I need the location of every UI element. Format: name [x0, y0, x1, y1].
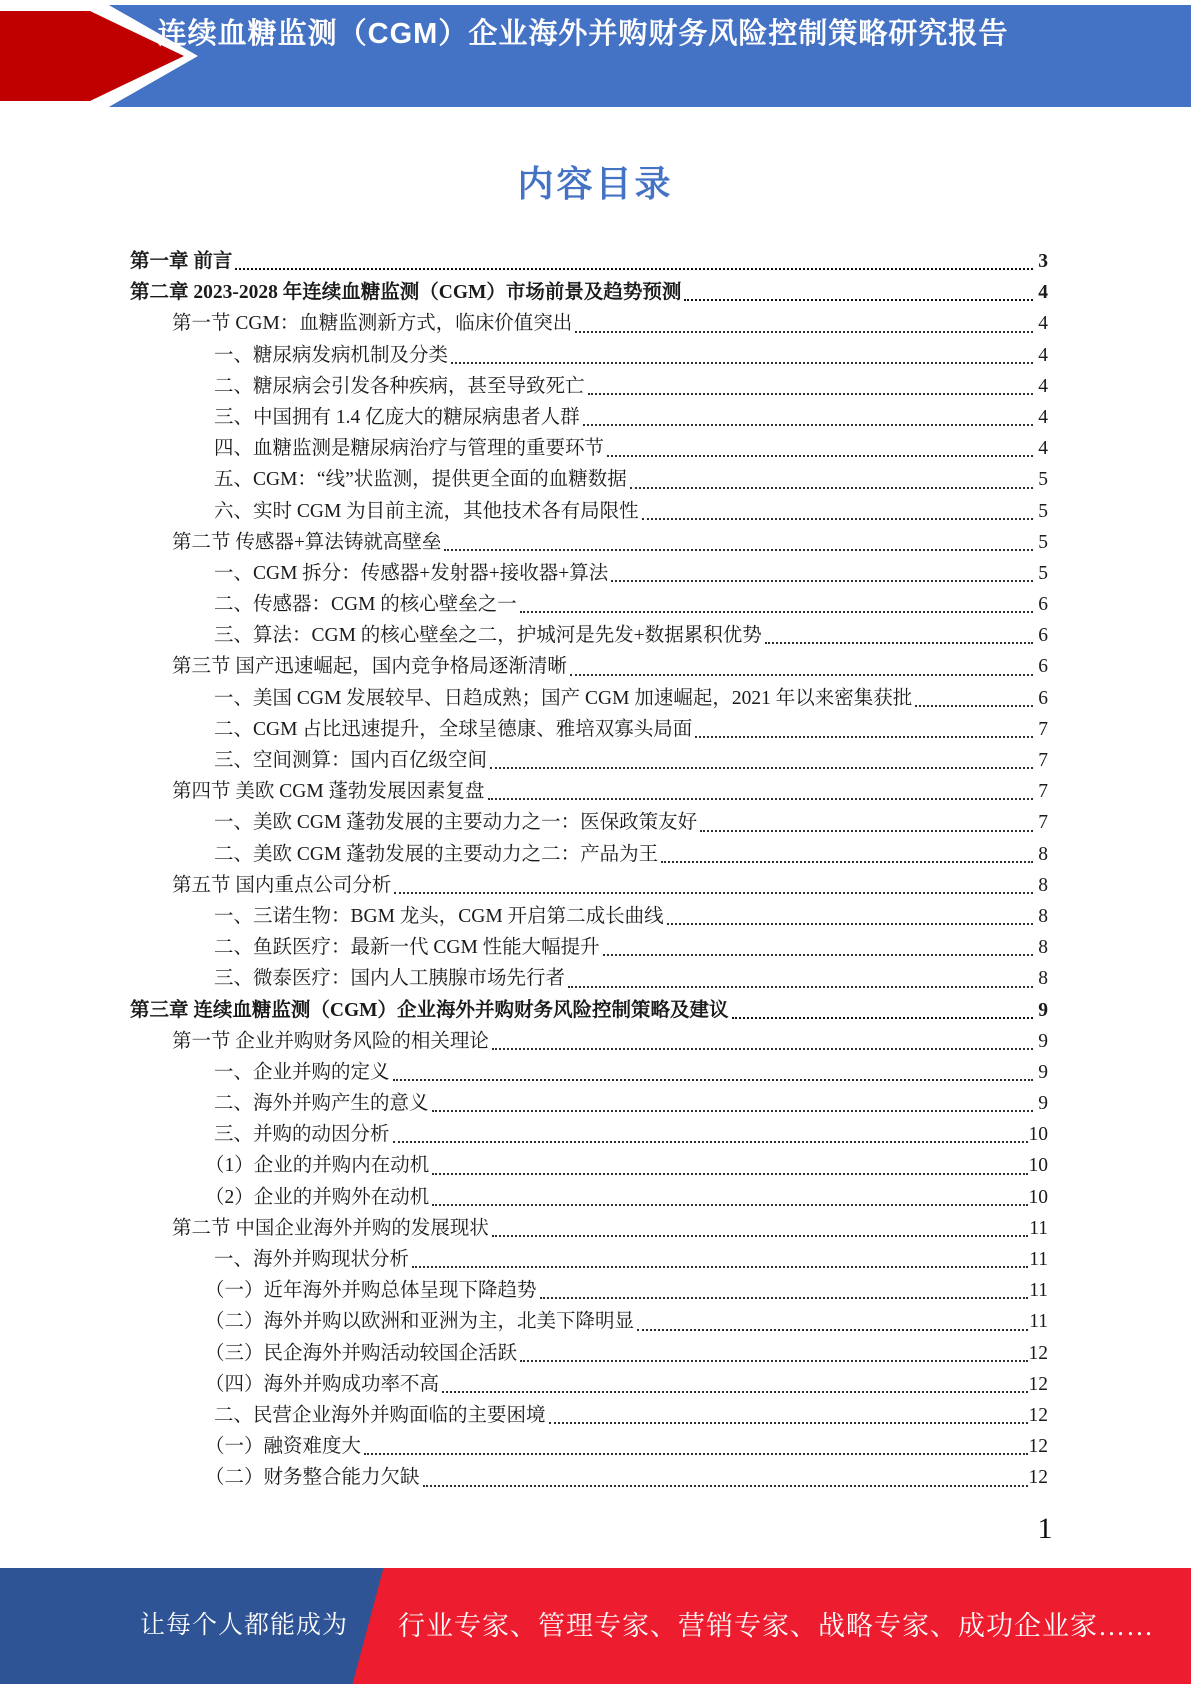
toc-entry[interactable] [130, 776, 1048, 807]
toc-entry-page: 7 [1038, 718, 1048, 740]
toc-entry-text: 三、中国拥有 1.4 亿庞大的糖尿病患者人群 [214, 406, 580, 428]
toc-entry[interactable] [130, 1306, 1048, 1337]
toc-entry-text: 一、海外并购现状分析 [214, 1249, 410, 1270]
toc-entry-page: 10 [1028, 1155, 1048, 1177]
toc-entry-page: 9 [1038, 999, 1048, 1021]
toc-entry-page: 6 [1038, 656, 1048, 678]
toc-entry[interactable] [130, 1119, 1048, 1150]
toc-entry-page: 12 [1028, 1436, 1048, 1458]
toc-leader-dots [432, 1204, 1027, 1206]
toc-leader-dots [684, 299, 1033, 301]
footer-slogan-left: 让每个人都能成为 [140, 1612, 349, 1639]
toc-entry-text: （三）民企海外并购活动较国企活跃 [205, 1342, 518, 1364]
footer-banner [0, 1568, 1191, 1684]
toc-entry-text: 第一节 CGM：血糖监测新方式，临床价值突出 [172, 313, 573, 335]
toc-leader-dots [695, 736, 1033, 738]
toc-entry[interactable] [130, 371, 1048, 402]
toc-entry-text: 六、实时 CGM 为目前主流，其他技术各有局限性 [214, 500, 639, 522]
toc-entry[interactable] [130, 1182, 1048, 1213]
toc-leader-dots [765, 642, 1033, 644]
toc-leader-dots [451, 362, 1033, 364]
toc-entry-text: 二、民营企业海外并购面临的主要困境 [214, 1404, 546, 1426]
toc-entry-text: 第五节 国内重点公司分析 [172, 874, 392, 896]
toc-entry[interactable] [130, 1088, 1048, 1119]
toc-leader-dots [432, 1110, 1033, 1112]
toc-entry-page: 12 [1028, 1342, 1048, 1364]
toc-leader-dots [700, 830, 1033, 832]
toc-leader-dots [492, 1235, 1028, 1237]
toc-entry[interactable] [130, 1244, 1048, 1275]
toc-entry-text: 四、血糖监测是糖尿病治疗与管理的重要环节 [214, 438, 605, 460]
toc-entry[interactable] [130, 527, 1048, 558]
toc-entry-page: 6 [1038, 594, 1048, 616]
toc-leader-dots [732, 1017, 1033, 1019]
toc-entry[interactable] [130, 745, 1048, 776]
toc-entry-text: 第二节 传感器+算法铸就高壁垒 [172, 531, 442, 553]
toc-entry-page: 8 [1038, 968, 1048, 990]
toc-entry[interactable] [130, 1026, 1048, 1057]
toc-entry[interactable] [130, 1057, 1048, 1088]
toc-entry[interactable] [130, 1431, 1048, 1462]
toc-entry[interactable] [130, 870, 1048, 901]
toc-entry-text: （二）财务整合能力欠缺 [205, 1467, 420, 1489]
toc-entry[interactable] [130, 277, 1048, 308]
toc-entry[interactable] [130, 402, 1048, 433]
toc-entry[interactable] [130, 496, 1048, 527]
toc-entry-page: 5 [1038, 500, 1048, 522]
toc-entry-text: 三、空间测算：国内百亿级空间 [214, 750, 488, 771]
toc-entry-page: 8 [1038, 905, 1048, 927]
toc-entry-page: 8 [1038, 937, 1048, 959]
toc-entry-text: 一、CGM 拆分：传感器+发射器+接收器+算法 [214, 562, 609, 584]
toc-entry[interactable] [130, 1150, 1048, 1181]
toc-entry[interactable] [130, 714, 1048, 745]
toc-entry[interactable] [130, 433, 1048, 464]
toc-leader-dots [490, 767, 1033, 769]
toc-entry-page: 6 [1038, 687, 1048, 709]
toc-entry-page: 10 [1028, 1124, 1048, 1146]
toc-leader-dots [444, 549, 1033, 551]
toc-entry-page: 4 [1038, 438, 1048, 460]
toc-leader-dots [637, 1329, 1028, 1331]
toc-entry-text: 一、美欧 CGM 蓬勃发展的主要动力之一：医保政策友好 [214, 812, 698, 834]
toc-entry-page: 4 [1038, 282, 1048, 304]
toc-leader-dots [611, 580, 1033, 582]
toc-entry[interactable] [130, 932, 1048, 963]
toc-entry[interactable] [130, 683, 1048, 714]
toc-leader-dots [432, 1173, 1027, 1175]
toc-leader-dots [423, 1485, 1028, 1487]
toc-entry-page: 4 [1038, 406, 1048, 428]
toc-leader-dots [549, 1422, 1028, 1424]
toc-entry-text: 二、CGM 占比迅速提升，全球呈德康、雅培双寡头局面 [214, 718, 693, 740]
toc-entry-page: 8 [1038, 874, 1048, 896]
toc-entry-page: 12 [1028, 1467, 1048, 1489]
toc-entry[interactable] [130, 651, 1048, 682]
toc-entry-text: 一、三诺生物：BGM 龙头，CGM 开启第二成长曲线 [214, 905, 664, 927]
toc-entry[interactable] [130, 620, 1048, 651]
toc-entry-page: 11 [1029, 1311, 1048, 1333]
toc-entry-page: 11 [1029, 1249, 1048, 1270]
toc-entry[interactable] [130, 995, 1048, 1026]
toc-leader-dots [393, 1141, 1028, 1143]
toc-entry[interactable] [130, 1275, 1048, 1306]
toc-entry[interactable] [130, 340, 1048, 371]
toc-leader-dots [235, 268, 1033, 270]
toc-entry-text: 第三节 国产迅速崛起，国内竞争格局逐渐清晰 [172, 656, 567, 678]
toc-entry[interactable] [130, 839, 1048, 870]
toc-entry-page: 12 [1028, 1373, 1048, 1395]
toc-entry-text: 一、美国 CGM 发展较早、日趋成熟；国产 CGM 加速崛起，2021 年以来密集获批 [214, 687, 913, 709]
toc-entry-text: （2）企业的并购外在动机 [205, 1186, 430, 1208]
toc-entry-text: 第二章 2023-2028 年连续血糖监测（CGM）市场前景及趋势预测 [130, 282, 682, 304]
toc-entry-page: 5 [1038, 531, 1048, 553]
toc-entry-text: 第三章 连续血糖监测（CGM）企业海外并购财务风险控制策略及建议 [130, 999, 729, 1021]
toc-entry-page: 4 [1038, 344, 1048, 366]
toc-entry[interactable] [130, 464, 1048, 495]
toc-leader-dots [442, 1391, 1027, 1393]
toc-leader-dots [394, 892, 1033, 894]
toc-entry-page: 11 [1029, 1280, 1048, 1302]
toc-entry-text: 第二节 中国企业海外并购的发展现状 [172, 1217, 489, 1239]
toc-entry[interactable] [130, 558, 1048, 589]
toc-entry-text: （一）近年海外并购总体呈现下降趋势 [205, 1280, 537, 1302]
toc-entry-page: 9 [1038, 1093, 1048, 1115]
toc-entry-text: 二、鱼跃医疗：最新一代 CGM 性能大幅提升 [214, 937, 600, 959]
toc-entry-text: 二、海外并购产生的意义 [214, 1093, 429, 1115]
toc-entry-page: 5 [1038, 469, 1048, 491]
toc-leader-dots [915, 705, 1033, 707]
toc-entry-page: 4 [1038, 375, 1048, 397]
toc-entry-text: 一、企业并购的定义 [214, 1061, 390, 1083]
toc-leader-dots [488, 798, 1033, 800]
toc-entry-text: 第一章 前言 [130, 251, 233, 272]
toc-leader-dots [568, 986, 1033, 988]
toc-entry-text: 第一节 企业并购财务风险的相关理论 [172, 1030, 489, 1052]
toc-entry[interactable] [130, 1400, 1048, 1431]
toc-leader-dots [575, 331, 1033, 333]
toc-entry-text: （1）企业的并购内在动机 [205, 1155, 430, 1177]
toc-entry[interactable] [130, 963, 1048, 994]
toc-entry[interactable] [130, 246, 1048, 277]
toc-entry-text: 二、糖尿病会引发各种疾病，甚至导致死亡 [214, 375, 585, 397]
toc-entry[interactable] [130, 1213, 1048, 1244]
footer-slogan-right: 行业专家、管理专家、营销专家、战略专家、成功企业家…… [398, 1611, 1154, 1641]
toc-leader-dots [603, 954, 1033, 956]
toc-leader-dots [540, 1297, 1029, 1299]
toc-entry-page: 11 [1029, 1217, 1048, 1239]
toc-entry-page: 9 [1038, 1030, 1048, 1052]
toc-entry-page: 5 [1038, 562, 1048, 584]
toc-entry-text: 二、传感器：CGM 的核心壁垒之一 [214, 594, 517, 616]
toc-leader-dots [393, 1079, 1033, 1081]
toc-entry-page: 7 [1038, 812, 1048, 834]
toc-entry-page: 12 [1028, 1404, 1048, 1426]
report-title: 连续血糖监测（CGM）企业海外并购财务风险控制策略研究报告 [157, 18, 1009, 50]
toc-leader-dots [588, 393, 1033, 395]
toc-entry-text: 一、糖尿病发病机制及分类 [214, 344, 449, 366]
toc-entry-text: 三、微泰医疗：国内人工胰腺市场先行者 [214, 968, 566, 990]
toc-entry-text: （一）融资难度大 [205, 1436, 362, 1458]
page-number: 1 [1037, 1512, 1053, 1545]
toc-leader-dots [520, 611, 1033, 613]
toc-leader-dots [520, 1360, 1027, 1362]
toc-entry[interactable] [130, 901, 1048, 932]
toc-leader-dots [412, 1266, 1028, 1268]
toc-leader-dots [364, 1453, 1027, 1455]
toc-entry-text: 二、美欧 CGM 蓬勃发展的主要动力之二：产品为王 [214, 843, 659, 865]
toc-entry[interactable] [130, 1462, 1048, 1493]
toc-entry-page: 7 [1038, 750, 1048, 771]
toc-entry-page: 7 [1038, 781, 1048, 803]
toc-entry-page: 6 [1038, 625, 1048, 647]
toc-entry-text: （二）海外并购以欧洲和亚洲为主，北美下降明显 [205, 1311, 635, 1333]
toc-entry-page: 8 [1038, 843, 1048, 865]
toc-entry[interactable] [130, 807, 1048, 838]
toc-title: 内容目录 [517, 164, 674, 204]
toc-entry[interactable] [130, 1369, 1048, 1400]
toc-entry-text: （四）海外并购成功率不高 [205, 1373, 440, 1395]
toc-leader-dots [630, 487, 1033, 489]
toc-list [130, 246, 1048, 1494]
toc-entry-text: 三、并购的动因分析 [214, 1124, 390, 1146]
toc-entry-page: 9 [1038, 1061, 1048, 1083]
toc-entry[interactable] [130, 589, 1048, 620]
toc-leader-dots [661, 861, 1033, 863]
toc-entry-text: 三、算法：CGM 的核心壁垒之二，护城河是先发+数据累积优势 [214, 625, 762, 647]
toc-leader-dots [607, 455, 1033, 457]
toc-entry-text: 第四节 美欧 CGM 蓬勃发展因素复盘 [172, 781, 485, 803]
toc-entry-text: 五、CGM：“线”状监测，提供更全面的血糖数据 [214, 469, 627, 491]
toc-entry-page: 4 [1038, 313, 1048, 335]
toc-leader-dots [583, 424, 1033, 426]
toc-entry-page: 10 [1028, 1186, 1048, 1208]
toc-leader-dots [492, 1048, 1033, 1050]
toc-leader-dots [570, 674, 1033, 676]
toc-entry-page: 3 [1038, 251, 1048, 272]
toc-entry[interactable] [130, 1338, 1048, 1369]
toc-leader-dots [667, 923, 1033, 925]
toc-entry[interactable] [130, 308, 1048, 339]
report-header-banner [0, 5, 1191, 107]
toc-leader-dots [642, 518, 1033, 520]
